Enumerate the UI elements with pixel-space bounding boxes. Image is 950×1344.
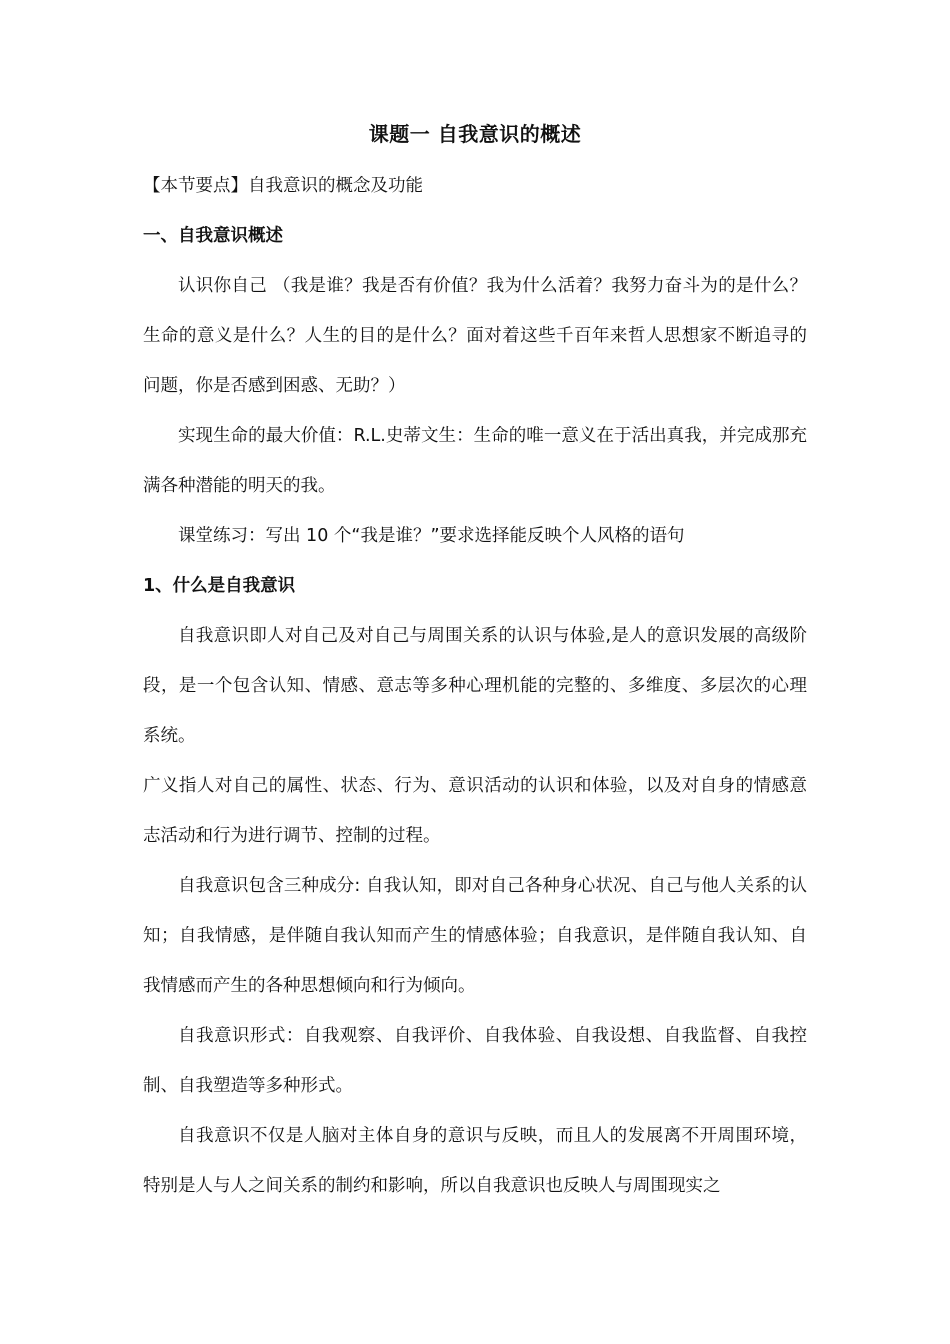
document-title: 课题一 自我意识的概述 bbox=[368, 122, 582, 146]
paragraph-know-yourself: 认识你自己 （我是谁？我是否有价值？我为什么活着？我努力奋斗为的是什么？生命的意义是什么？人生的目的是什么？面对着这些千百年来哲人思想家不断追寻的问题，你是否感到困惑、无助？） bbox=[143, 276, 807, 396]
heading-what-is-self-awareness: 1、什么是自我意识 bbox=[143, 576, 296, 596]
document-body bbox=[143, 112, 807, 1211]
paragraph-environment: 自我意识不仅是人脑对主体自身的意识与反映，而且人的发展离不开周围环境，特别是人与人之间关系的制约和影响，所以自我意识也反映人与周围现实之 bbox=[143, 1126, 807, 1196]
paragraph-definition: 自我意识即人对自己及对自己与周围关系的认识与体验,是人的意识发展的高级阶段，是一个包含认知、情感、意志等多种心理机能的完整的、多维度、多层次的心理系统。 bbox=[143, 626, 807, 746]
paragraph-forms: 自我意识形式：自我观察、自我评价、自我体验、自我设想、自我监督、自我控制、自我塑造等多种形式。 bbox=[143, 1026, 807, 1096]
section-focus: 【本节要点】自我意识的概念及功能 bbox=[143, 176, 423, 196]
paragraph-class-exercise: 课堂练习：写出 10 个“我是谁？”要求选择能反映个人风格的语句 bbox=[178, 526, 685, 546]
paragraph-broad-definition: 广义指人对自己的属性、状态、行为、意识活动的认识和体验，以及对自身的情感意志活动和行为进行调节、控制的过程。 bbox=[143, 776, 807, 846]
heading-self-awareness-overview: 一、自我意识概述 bbox=[143, 226, 283, 246]
paragraph-life-value: 实现生命的最大价值：R.L.史蒂文生：生命的唯一意义在于活出真我，并完成那充满各种潜能的明天的我。 bbox=[143, 426, 807, 496]
paragraph-components: 自我意识包含三种成分: 自我认知，即对自己各种身心状况、自己与他人关系的认知；自我情感，是伴随自我认知而产生的情感体验；自我意识，是伴随自我认知、自我情感而产生的各种思想倾向和行为倾向。 bbox=[143, 876, 807, 996]
